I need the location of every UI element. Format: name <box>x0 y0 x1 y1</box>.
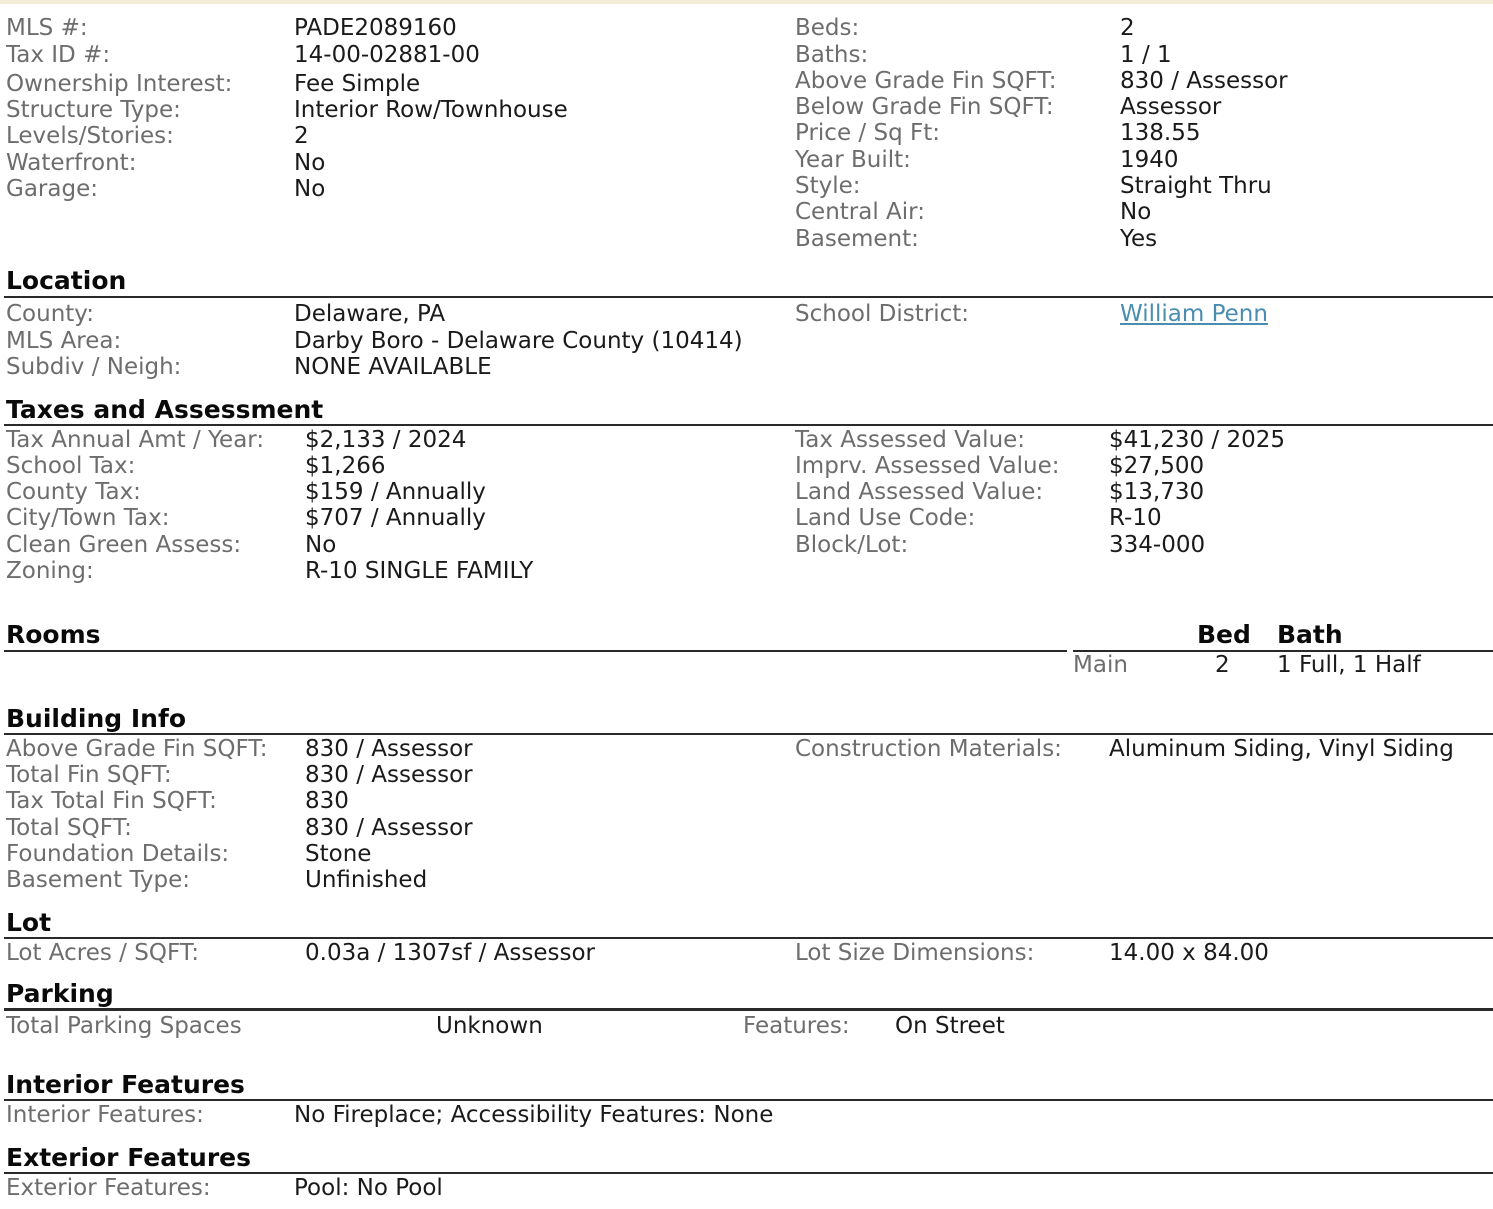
field-row-bldg-above-grade <box>0 736 1493 762</box>
field-label: Waterfront: <box>6 150 137 176</box>
field-value: Straight Thru <box>1120 173 1272 199</box>
field-row-clean-green <box>0 532 1493 558</box>
field-row-baths <box>0 42 1493 68</box>
field-value: 830 / Assessor <box>1120 68 1288 94</box>
field-value: 1940 <box>1120 147 1179 173</box>
field-row-style <box>0 173 1493 199</box>
field-value: No <box>294 150 326 176</box>
field-row-school-tax <box>0 453 1493 479</box>
field-row-county-tax <box>0 479 1493 505</box>
field-value: R-10 SINGLE FAMILY <box>305 558 534 584</box>
field-label: Block/Lot: <box>795 532 909 558</box>
field-label: Total Fin SQFT: <box>6 762 172 788</box>
field-row-parking <box>0 1013 1493 1039</box>
section-divider <box>4 424 1493 426</box>
section-title-rooms: Rooms <box>6 620 101 649</box>
field-label: Features: <box>743 1013 850 1039</box>
field-value: R-10 <box>1109 505 1162 531</box>
room-level: Main <box>1073 652 1128 678</box>
field-row-total-sqft <box>0 815 1493 841</box>
field-row-lot-acres <box>0 940 1493 966</box>
rooms-table-row <box>0 652 1493 678</box>
field-row-basement <box>0 226 1493 252</box>
field-label: County Tax: <box>6 479 141 505</box>
field-row-beds <box>0 15 1493 41</box>
field-row-total-fin-sqft <box>0 762 1493 788</box>
field-value: $2,133 / 2024 <box>305 427 467 453</box>
field-label: Tax Total Fin SQFT: <box>6 788 217 814</box>
field-label: Central Air: <box>795 199 925 225</box>
field-value: 2 <box>1120 15 1135 41</box>
field-label: Structure Type: <box>6 97 181 123</box>
field-row-price-sqft <box>0 120 1493 146</box>
field-value: 14.00 x 84.00 <box>1109 940 1269 966</box>
field-row-city-tax <box>0 505 1493 531</box>
field-label: Land Use Code: <box>795 505 976 531</box>
field-value: No <box>305 532 337 558</box>
field-label: Tax Assessed Value: <box>795 427 1026 453</box>
field-value: Assessor <box>1120 94 1222 120</box>
field-label: Basement Type: <box>6 867 191 893</box>
field-value: $1,266 <box>305 453 386 479</box>
field-value: Unknown <box>436 1013 543 1039</box>
section-title-parking: Parking <box>6 979 114 1008</box>
section-title-building: Building Info <box>6 704 187 733</box>
field-label: Above Grade Fin SQFT: <box>6 736 268 762</box>
field-label: Clean Green Assess: <box>6 532 242 558</box>
field-value: PADE2089160 <box>294 15 457 41</box>
field-label: County: <box>6 301 94 327</box>
field-value: 830 / Assessor <box>305 762 473 788</box>
field-row-exterior <box>0 1175 1493 1201</box>
field-value: Delaware, PA <box>294 301 446 327</box>
field-value: No Fireplace; Accessibility Features: None <box>294 1102 774 1128</box>
field-row-year-built <box>0 147 1493 173</box>
field-row-below-grade <box>0 94 1493 120</box>
field-value: $27,500 <box>1109 453 1205 479</box>
field-row-basement-type <box>0 867 1493 893</box>
field-value: No <box>294 176 326 202</box>
field-value: Unfinished <box>305 867 428 893</box>
room-bath-count: 1 Full, 1 Half <box>1277 652 1421 678</box>
field-label: Construction Materials: <box>795 736 1062 762</box>
field-label: Exterior Features: <box>6 1175 211 1201</box>
field-value: 14-00-02881-00 <box>294 42 480 68</box>
field-value: 830 / Assessor <box>305 736 473 762</box>
field-value: Fee Simple <box>294 71 421 97</box>
field-value: 334-000 <box>1109 532 1206 558</box>
section-divider <box>4 937 1493 939</box>
field-value: 830 / Assessor <box>305 815 473 841</box>
field-value: $41,230 / 2025 <box>1109 427 1286 453</box>
field-value: $159 / Annually <box>305 479 486 505</box>
field-label: Tax ID #: <box>6 42 111 68</box>
field-value: NONE AVAILABLE <box>294 354 492 380</box>
field-row-mls-area <box>0 328 1493 354</box>
section-title-interior: Interior Features <box>6 1070 245 1099</box>
field-value: Yes <box>1120 226 1158 252</box>
field-label: Style: <box>795 173 861 199</box>
field-label: Baths: <box>795 42 869 68</box>
field-label: Above Grade Fin SQFT: <box>795 68 1057 94</box>
field-label: Total Parking Spaces <box>6 1013 242 1039</box>
field-value: Pool: No Pool <box>294 1175 443 1201</box>
field-value: 2 <box>294 123 309 149</box>
section-divider <box>4 733 1493 735</box>
field-value: 0.03a / 1307sf / Assessor <box>305 940 596 966</box>
section-title-lot: Lot <box>6 908 52 937</box>
field-value: Darby Boro - Delaware County (10414) <box>294 328 743 354</box>
field-row-zoning <box>0 558 1493 584</box>
section-divider <box>4 1008 1493 1011</box>
field-label: MLS #: <box>6 15 88 41</box>
section-divider <box>4 296 1493 298</box>
field-value: 138.55 <box>1120 120 1201 146</box>
field-label: Year Built: <box>795 147 911 173</box>
rooms-column-bed: Bed <box>1197 620 1251 649</box>
field-value: 1 / 1 <box>1120 42 1172 68</box>
field-label: Levels/Stories: <box>6 123 174 149</box>
section-title-taxes: Taxes and Assessment <box>6 395 324 424</box>
field-label: Lot Size Dimensions: <box>795 940 1035 966</box>
field-label: School Tax: <box>6 453 136 479</box>
field-label: City/Town Tax: <box>6 505 170 531</box>
field-value: 830 <box>305 788 349 814</box>
field-label: Imprv. Assessed Value: <box>795 453 1060 479</box>
field-row-above-grade <box>0 68 1493 94</box>
field-value: Interior Row/Townhouse <box>294 97 568 123</box>
field-label: School District: <box>795 301 970 327</box>
field-label: Land Assessed Value: <box>795 479 1044 505</box>
field-label: Below Grade Fin SQFT: <box>795 94 1054 120</box>
field-row-county <box>0 301 1493 327</box>
field-row-subdivision <box>0 354 1493 380</box>
room-bed-count: 2 <box>1215 652 1230 678</box>
top-edge-strip <box>0 0 1493 4</box>
section-title-exterior: Exterior Features <box>6 1143 252 1172</box>
field-value: On Street <box>895 1013 1005 1039</box>
field-label: Zoning: <box>6 558 94 584</box>
field-label: Total SQFT: <box>6 815 132 841</box>
school-district-link[interactable]: William Penn <box>1120 301 1268 327</box>
field-label: Lot Acres / SQFT: <box>6 940 200 966</box>
field-label: Price / Sq Ft: <box>795 120 940 146</box>
field-label: Foundation Details: <box>6 841 230 867</box>
field-value: $13,730 <box>1109 479 1205 505</box>
field-label: Interior Features: <box>6 1102 204 1128</box>
field-label: Ownership Interest: <box>6 71 233 97</box>
section-divider <box>4 1172 1493 1174</box>
field-row-foundation <box>0 841 1493 867</box>
field-value: No <box>1120 199 1152 225</box>
rooms-column-bath: Bath <box>1277 620 1343 649</box>
field-label: Beds: <box>795 15 860 41</box>
field-label: Basement: <box>795 226 919 252</box>
field-row-tax-total-fin <box>0 788 1493 814</box>
field-label: Subdiv / Neigh: <box>6 354 182 380</box>
field-label: Garage: <box>6 176 98 202</box>
field-row-tax-annual <box>0 427 1493 453</box>
section-title-location: Location <box>6 266 127 295</box>
section-divider <box>4 1099 1493 1101</box>
field-row-central-air <box>0 199 1493 225</box>
field-value: Stone <box>305 841 372 867</box>
field-value: $707 / Annually <box>305 505 486 531</box>
field-row-interior <box>0 1102 1493 1128</box>
field-label: MLS Area: <box>6 328 122 354</box>
field-label: Tax Annual Amt / Year: <box>6 427 265 453</box>
field-value: Aluminum Siding, Vinyl Siding <box>1109 736 1454 762</box>
